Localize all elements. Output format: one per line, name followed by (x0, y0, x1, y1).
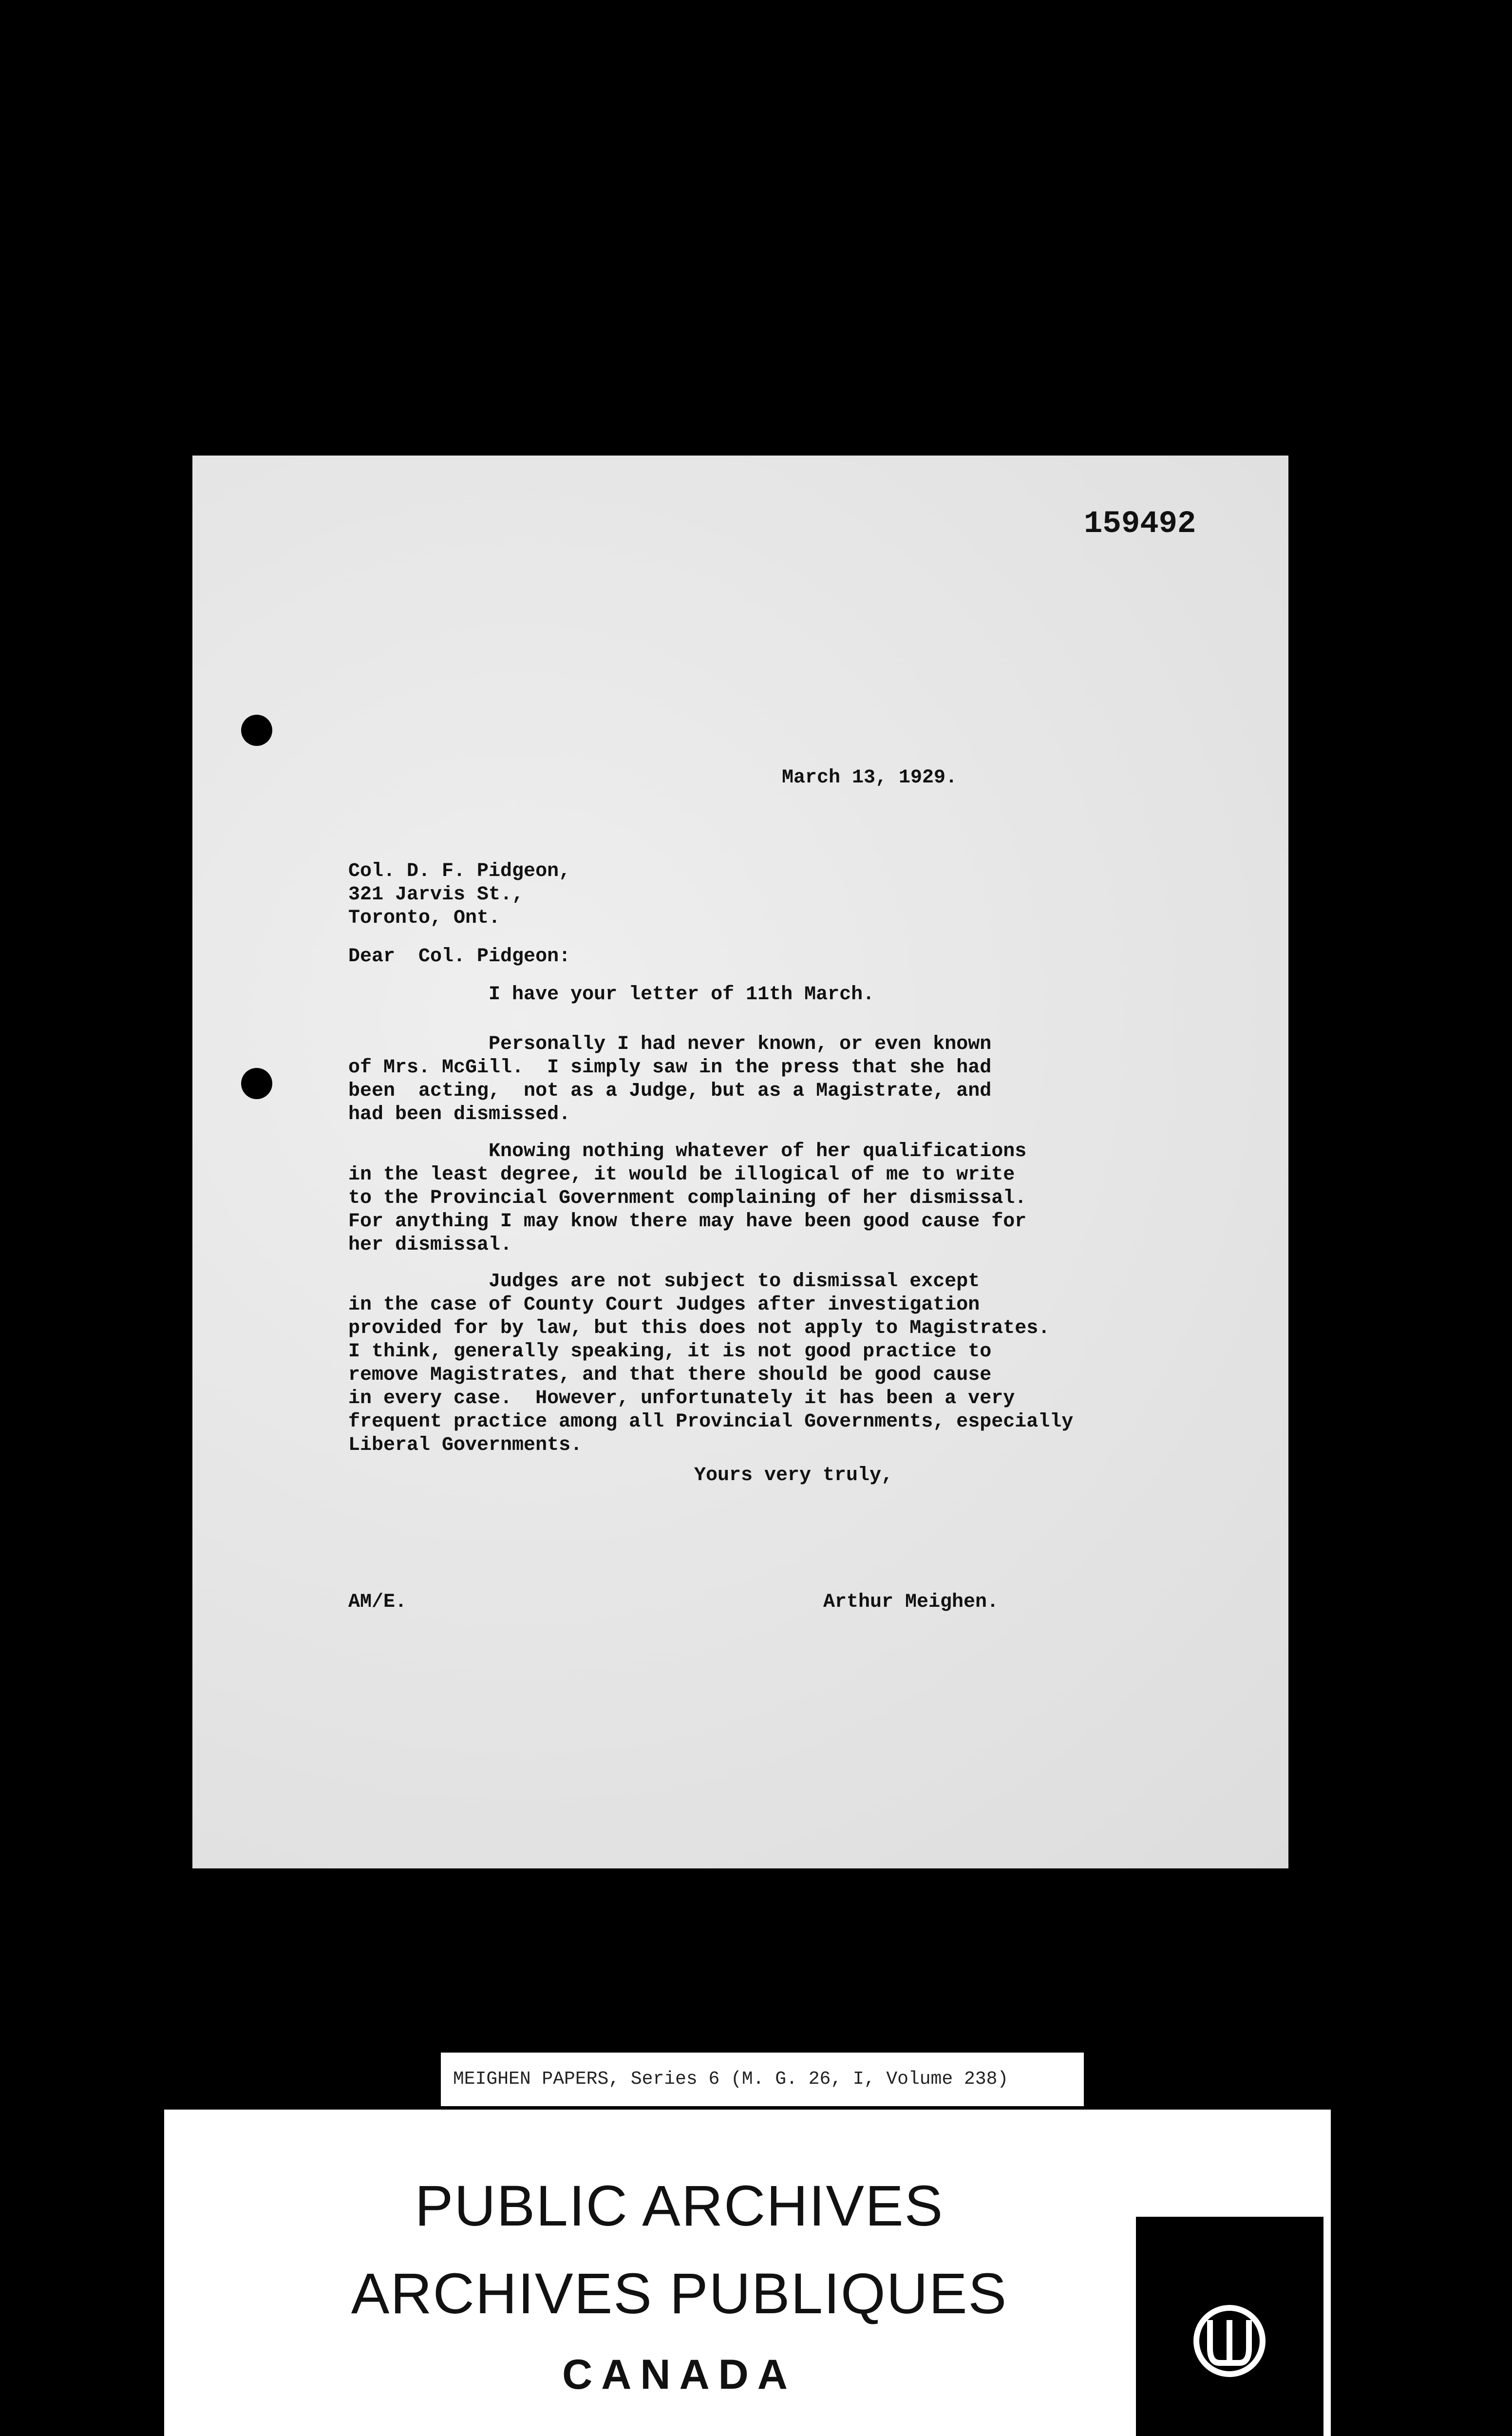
document-number: 159492 (1084, 507, 1196, 542)
archive-title-english: PUBLIC ARCHIVES (415, 2174, 944, 2238)
archive-title-french: ARCHIVES PUBLIQUES (351, 2262, 1008, 2326)
address-line: 321 Jarvis St., (348, 884, 524, 906)
body-paragraph: Personally I had never known, or even known of Mrs. McGill. I simply saw in the press that she had been acting, not as a Judge, but as a Magistrate, and had been dismissed. (348, 1033, 992, 1125)
punch-hole (241, 1068, 272, 1099)
collection-label: MEIGHEN PAPERS, Series 6 (M. G. 26, I, Volume 238) (441, 2053, 1084, 2106)
signature: Arthur Meighen. (823, 1591, 999, 1613)
punch-hole (241, 715, 272, 746)
salutation: Dear Col. Pidgeon: (348, 946, 571, 968)
body-paragraph: Judges are not subject to dismissal except in the case of County Court Judges after investigation provided for by law, but this does not apply to Magistrates. I think, generally speaking, it is not good practice to remove Magistrates, and that there should be good cause in every case. However, unfortunately it has been a very frequent practice among all Provincial Governments, especially Liberal Governments. (348, 1271, 1074, 1456)
closing: Yours very truly, (694, 1465, 893, 1486)
archive-country: CANADA (562, 2351, 796, 2398)
address-line: Col. D. F. Pidgeon, (348, 860, 571, 882)
archives-logo-icon (1136, 2217, 1323, 2436)
letter-page (192, 456, 1288, 1868)
archive-card (164, 2110, 1331, 2436)
reference-initials: AM/E. (348, 1591, 407, 1613)
address-line: Toronto, Ont. (348, 907, 501, 929)
letter-date: March 13, 1929. (782, 767, 958, 789)
body-paragraph: I have your letter of 11th March. (348, 984, 875, 1006)
body-paragraph: Knowing nothing whatever of her qualifications in the least degree, it would be illogical of me to write to the Provincial Government complaining of her dismissal. For anything I may know there may have been good cause for her dismissal. (348, 1141, 1027, 1256)
